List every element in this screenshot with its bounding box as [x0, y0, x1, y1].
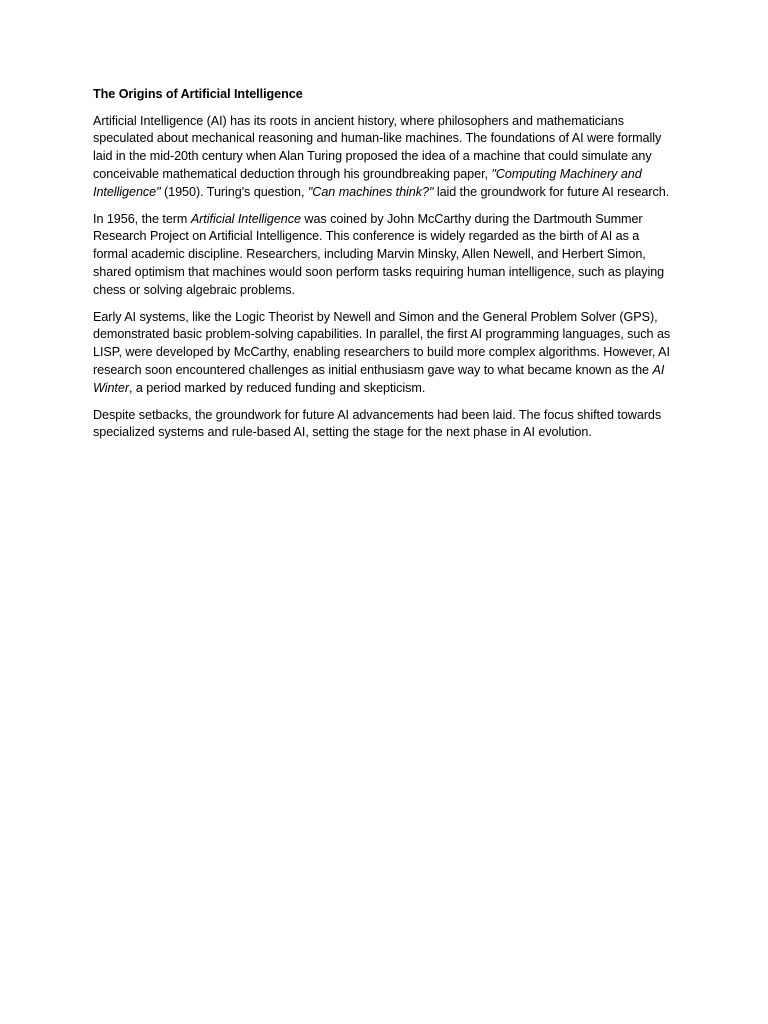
turing-question-text: "Can machines think?"	[307, 184, 434, 199]
paragraph-2	[93, 211, 671, 300]
document-page	[93, 86, 671, 452]
term-text: Artificial Intelligence	[190, 211, 301, 226]
paragraph-3	[93, 309, 671, 398]
paragraph-text: Artificial Intelligence (AI) has its roots in ancient history, where philosophers and mathematicians speculated about mechanical reasoning and human-like machines. The foundations of AI were formally laid in the mid-20th century when Alan Turing proposed the idea of a machine that could simulate any conceivable mathematical deduction through his groundbreaking paper,	[93, 113, 662, 181]
paragraph-text: In 1956, the term	[93, 211, 191, 226]
paragraph-text: Despite setbacks, the groundwork for future AI advancements had been laid. The focus shifted towards specialized systems and rule-based AI, setting the stage for the next phase in AI evolution.	[93, 407, 662, 440]
document-title: The Origins of Artificial Intelligence	[93, 87, 303, 101]
paragraph-4	[93, 407, 671, 442]
paragraph-text: Early AI systems, like the Logic Theorist by Newell and Simon and the General Problem Solver (GPS), demonstrated basic problem-solving capabilities. In parallel, the first AI programming languages, such as LISP, were developed by McCarthy, enabling researchers to build more complex algorithms. However, AI research soon encountered challenges as initial enthusiasm gave way to what became known as the	[93, 309, 671, 377]
paragraph-text: was coined by John McCarthy during the Dartmouth Summer Research Project on Artificial Intelligence. This conference is widely regarded as the birth of AI as a formal academic discipline. Researchers, including Marvin Minsky, Allen Newell, and Herbert Simon, shared optimism that machines would soon perform tasks requiring human intelligence, such as playing chess or solving algebraic problems.	[93, 211, 665, 297]
ai-winter-text: AI Winter	[93, 362, 665, 395]
paper-title-text: "Computing Machinery and Intelligence"	[93, 166, 642, 199]
paragraph-text: (1950). Turing's question,	[160, 184, 308, 199]
paragraph-text: laid the groundwork for future AI research.	[433, 184, 670, 199]
paragraph-text: , a period marked by reduced funding and skepticism.	[128, 380, 426, 395]
paragraph-1	[93, 113, 671, 202]
